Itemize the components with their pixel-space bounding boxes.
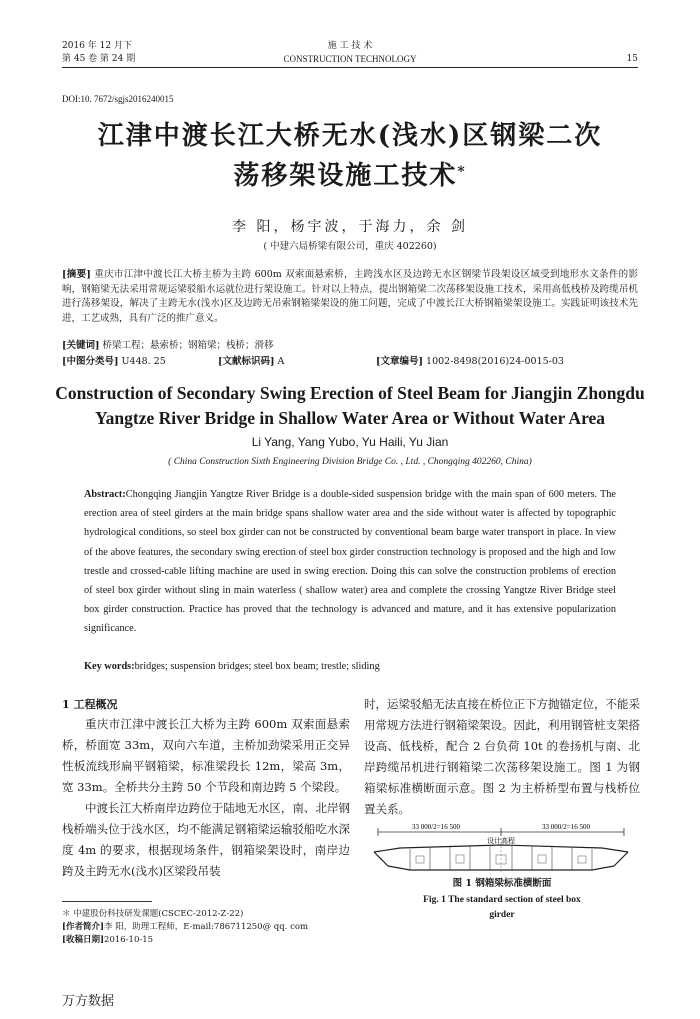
figure1-design-elevation: 设计高程 [487, 837, 515, 845]
authors-en: Li Yang, Yang Yubo, Yu Haili, Yu Jian [251, 435, 449, 449]
footnote-author-text: 李 阳，助理工程师，E-mail:786711250@ qq. com [104, 922, 309, 932]
clc-value: U448. 25 [121, 356, 166, 367]
header-page-number: 15 [626, 54, 638, 64]
article-number-value: 1002-8498(2016)24-0015-03 [426, 356, 564, 367]
title-en-line2: Yangtze River Bridge in Shallow Water Area or Without Water Area [94, 408, 606, 428]
affiliation-en: ( China Construction Sixth Engineering Division Bridge Co. , Ltd. , Chongqing 402260, China) [168, 457, 532, 467]
header-journal-en: CONSTRUCTION TECHNOLOGY [283, 54, 417, 64]
abstract-cn-text: 重庆市江津中渡长江大桥主桥为主跨 600m 双索面悬索桥，主跨浅水区及边跨无水区钢梁节段架设区域受到地形水文条件的影响，钢箱梁无法采用常规运梁驳船水运就位进行架设施工。针对以上特点，提出钢箱梁二次荡移架设施工技术，采用高低栈桥及跨缆吊机进行荡移架设，解决了主跨无水(浅水)区及边跨无吊索钢箱梁架设的施工问题，完成了中渡长江大桥钢箱梁架设施工。实践证明该技术先进，工艺成熟，具有广泛的推广意义。 [62, 269, 638, 324]
section1-paragraph-2: 中渡长江大桥南岸边跨位于陆地无水区，南、北岸钢栈桥端头位于浅水区，均不能满足钢箱梁运输驳船吃水深度 4m 的要求，根据现场条件，钢箱梁架设时，南岸边跨及主跨无水(浅水)区梁段吊装 [62, 801, 350, 878]
header-date: 2016 年 12 月下 [62, 41, 132, 51]
footnote-date-label: [收稿日期] [62, 935, 105, 945]
web-right [614, 852, 628, 866]
keywords-cn-label: [关键词] [62, 340, 100, 351]
header-volume: 第 45 卷 第 24 期 [62, 54, 136, 64]
doc-code-label: [文献标识码] [218, 356, 275, 367]
footnote-author-label: [作者简介] [62, 922, 105, 932]
header-journal-cn: 施 工 技 术 [327, 41, 373, 51]
abstract-en-label: Abstract: [84, 489, 126, 500]
abstract-en-text: Chongqing Jiangjin Yangtze River Bridge is a double-sided suspension bridge with the main span of 600 meters. The erection area of steel girders at the main bridge spans shallow water area and the side without water is affected by topographic hydrological conditions, so steel box girder can not be constructed by conventional beam barge water transport in place. In view of the above features, the secondary swing erection of steel box girder construction technology is proposed and the high and low trestle and crossed-cable lifting machine are used in swing erection. Doing this can solve the construction problems of erection of steel box girder without sling in main waterless ( shallow water) area and complete the crossing Yangtze River Bridge steel box girder construction. Practice has proved that the technology is advanced and mature, and it has extensive popularization significance. [84, 489, 616, 635]
keywords-en-label: Key words: [84, 661, 135, 672]
footnote-date-text: 2016-10-15 [104, 935, 154, 945]
abstract-cn [62, 268, 638, 326]
article-number-label: [文章编号] [376, 356, 423, 367]
footnote-date [62, 934, 352, 947]
section1-paragraph-1: 重庆市江津中渡长江大桥为主跨 600m 双索面悬索桥，桥面宽 33m，双向六车道，主桥加劲梁采用正交异性板流线形扁平钢箱梁，标准梁段长 12m，梁高 3m，宽 33m。全桥共分主跨 50 个节段和南边跨 5 个梁段。 [62, 717, 350, 794]
footnote-fund: ＊ 中建股份科技研发课题(CSCEC-2012-Z-22) [62, 909, 244, 919]
article-number [376, 355, 638, 370]
figure1-cross-section [370, 818, 632, 876]
title-cn-line2: 荡移架设施工技术* [233, 161, 467, 191]
figure1-dim-right: 33 000/2=16 500 [542, 823, 590, 831]
doi: DOI:10. 7672/sgjs2016240015 [62, 94, 174, 104]
keywords-cn [62, 339, 638, 354]
section1-paragraph-3: 时，运梁驳船无法直接在桥位正下方抛锚定位，不能采用常规方法进行钢箱梁架设。因此，利用钢管桩支架搭设高、低栈桥，配合 2 台负荷 10t 的卷扬机与南、北岸跨缆吊机进行钢箱梁二次荡移架设施工。图 1 为钢箱梁标准横断面示意。图 2 为主桥桥型布置与栈桥位置关系。 [364, 697, 640, 816]
web-left [374, 852, 388, 866]
keywords-cn-text: 桥梁工程；悬索桥；钢箱梁；栈桥；滑移 [102, 340, 274, 351]
title-en-line1: Construction of Secondary Swing Erection of Steel Beam for Jiangjin Zhongdu [55, 383, 645, 403]
title-cn-line1: 江津中渡长江大桥无水(浅水)区钢梁二次 [97, 121, 603, 151]
doc-code [218, 355, 368, 370]
keywords-en [84, 657, 616, 676]
footnote-author [62, 921, 352, 934]
abstract-en [84, 485, 616, 639]
authors-cn: 李 阳，杨宇波，于海力，余 剑 [232, 219, 468, 235]
figure1-caption-cn: 图 1 钢箱梁标准横断面 [452, 878, 552, 889]
footnote-rule [62, 901, 152, 902]
clc-label: [中图分类号] [62, 356, 119, 367]
watermark: 万方数据 [62, 994, 115, 1009]
keywords-en-text: bridges; suspension bridges; steel box beam; trestle; sliding [134, 661, 380, 672]
figure1-caption-en-2: girder [489, 910, 515, 920]
affiliation-cn: ( 中建六局桥梁有限公司，重庆 402260) [263, 241, 437, 252]
figure1-caption-en-1: Fig. 1 The standard section of steel box [423, 895, 581, 905]
title-footnote-mark: * [457, 164, 467, 180]
figure1-dim-left: 33 000/2=16 500 [412, 823, 460, 831]
section1-heading: 1 工程概况 [62, 698, 118, 711]
doc-code-value: A [277, 356, 285, 367]
header-rule [62, 67, 638, 68]
abstract-cn-label: [摘要] [62, 269, 91, 280]
